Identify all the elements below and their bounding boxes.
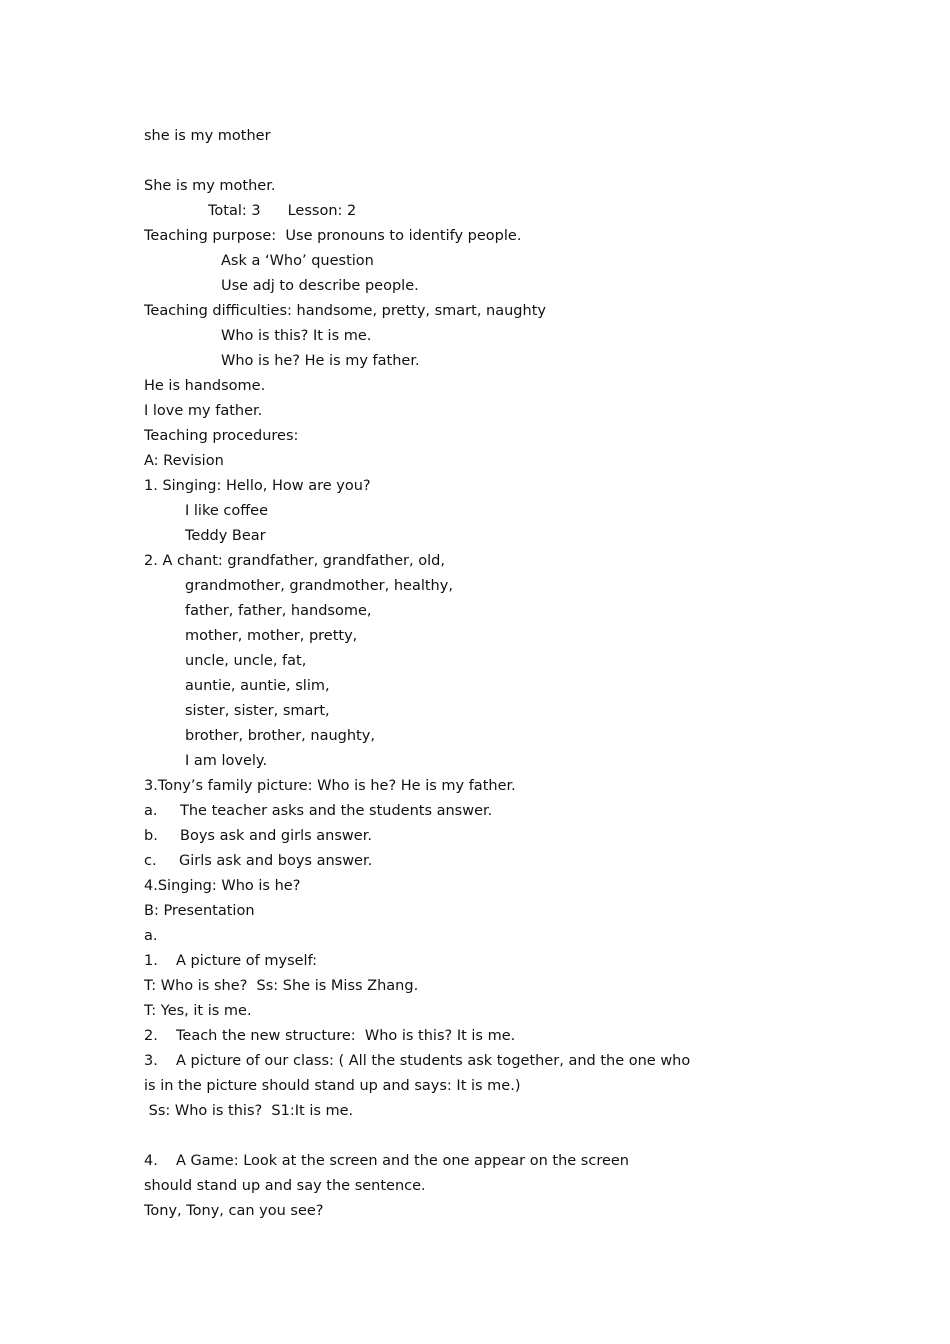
list-item [144,851,372,871]
chant-line: brother, brother, naughty, [185,728,375,744]
list-marker: 1. [144,953,158,969]
presentation-heading: B: Presentation [144,903,255,919]
list-item [144,1051,690,1071]
difficulties-line: Who is he? He is my father. [221,353,420,369]
procedures-heading: Teaching procedures: [144,428,299,444]
list-item [144,826,372,846]
dialog-line: T: Who is she? Ss: She is Miss Zhang. [144,978,419,994]
song-title: I like coffee [185,503,269,519]
purpose-line: Ask a ‘Who’ question [221,253,374,269]
dialog-line: T: Yes, it is me. [144,1003,252,1019]
list-item [144,801,492,821]
singing-line: 4.Singing: Who is he? [144,878,301,894]
dialog-line: Ss: Who is this? S1:It is me. [144,1103,354,1119]
list-text: The teacher asks and the students answer. [180,803,493,819]
chant-line: Tony, Tony, can you see? [144,1203,324,1219]
list-marker: 3. [144,1053,158,1069]
chant-line: uncle, uncle, fat, [185,653,307,669]
chant-line: mother, mother, pretty, [185,628,358,644]
list-item [144,1026,515,1046]
list-item [144,951,317,971]
list-text: A picture of our class: ( All the students ask together, and the one who [176,1053,691,1069]
list-text: Teach the new structure: Who is this? It is me. [176,1028,516,1044]
text-line: I love my father. [144,403,263,419]
revision-heading: A: Revision [144,453,224,469]
chant-line: sister, sister, smart, [185,703,330,719]
list-marker: c. [144,853,157,869]
song-title: Teddy Bear [185,528,266,544]
purpose-line: Teaching purpose: Use pronouns to identify people. [144,228,522,244]
purpose-line: Use adj to describe people. [221,278,419,294]
total-label: Total: 3 [208,203,261,219]
chant-line: grandmother, grandmother, healthy, [185,578,453,594]
difficulties-line: Who is this? It is me. [221,328,372,344]
list-marker: a. [144,803,158,819]
lesson-label: Lesson: 2 [287,203,357,219]
chant-line: I am lovely. [185,753,268,769]
list-text: Boys ask and girls answer. [180,828,372,844]
text-line: should stand up and say the sentence. [144,1178,426,1194]
list-text: A Game: Look at the screen and the one appear on the screen [176,1153,629,1169]
list-marker: 2. [144,1028,158,1044]
text-line: He is handsome. [144,378,266,394]
chant-line: father, father, handsome, [185,603,372,619]
text-line: is in the picture should stand up and says: It is me.) [144,1078,521,1094]
difficulties-line: Teaching difficulties: handsome, pretty, smart, naughty [144,303,546,319]
list-marker: 4. [144,1153,158,1169]
list-item [144,1151,629,1171]
list-text: Girls ask and boys answer. [179,853,373,869]
list-marker: b. [144,828,158,844]
list-text: A picture of myself: [176,953,318,969]
sub-marker: a. [144,928,158,944]
singing-line: 1. Singing: Hello, How are you? [144,478,371,494]
total-lesson-line [208,201,356,221]
chant-intro: 2. A chant: grandfather, grandfather, old, [144,553,445,569]
tony-picture-line: 3.Tony’s family picture: Who is he? He is my father. [144,778,516,794]
doc-header: she is my mother [144,128,271,144]
doc-title: She is my mother. [144,178,276,194]
chant-line: auntie, auntie, slim, [185,678,330,694]
